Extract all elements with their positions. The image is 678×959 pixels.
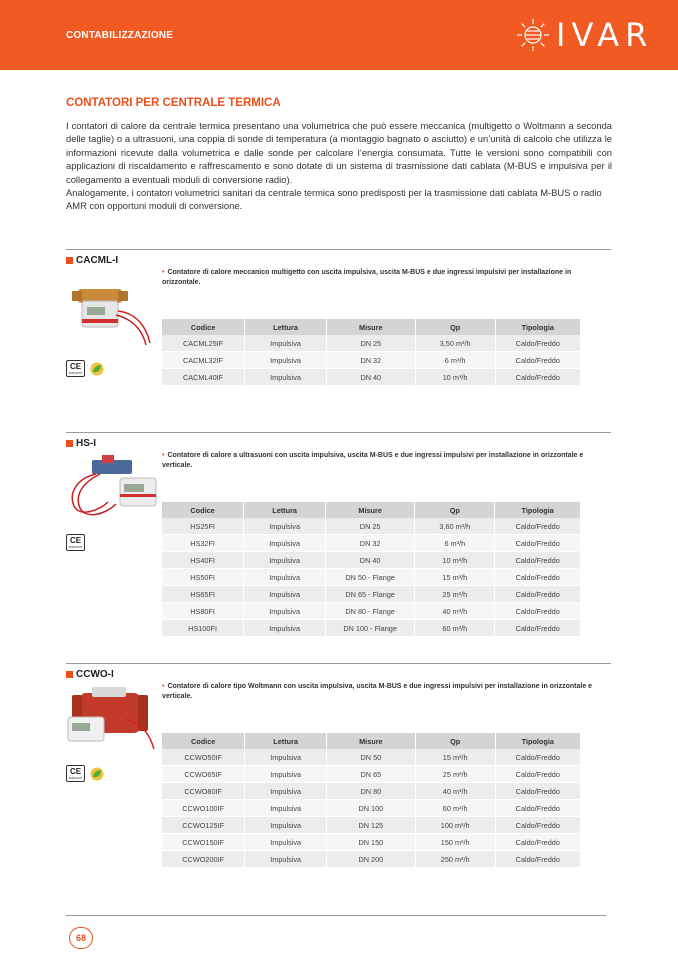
brand-logo xyxy=(516,16,654,54)
sun-logo-icon xyxy=(516,18,550,52)
product-table xyxy=(162,733,580,868)
intro-text xyxy=(66,119,612,213)
table-cell: DN 100 xyxy=(326,800,415,817)
column-header: Lettura xyxy=(245,733,327,749)
table-cell: 15 m³/h xyxy=(415,569,495,586)
table-cell: Caldo/Freddo xyxy=(495,766,580,783)
table-cell: CCWO125IF xyxy=(162,817,245,834)
column-header: Tipologia xyxy=(495,733,580,749)
table-cell: Caldo/Freddo xyxy=(495,834,580,851)
table-cell: Impulsiva xyxy=(244,620,326,637)
table-cell: Impulsiva xyxy=(244,552,326,569)
table-cell: Caldo/Freddo xyxy=(495,749,580,766)
table-cell: CCWO50IF xyxy=(162,749,245,766)
column-header: Codice xyxy=(162,502,244,518)
page-header xyxy=(0,0,678,70)
column-header: Qp xyxy=(415,733,495,749)
table-row xyxy=(162,620,580,637)
table-cell: DN 200 xyxy=(326,851,415,868)
table-cell: Impulsiva xyxy=(245,335,327,352)
product-table xyxy=(162,319,580,386)
column-header: Qp xyxy=(415,319,495,335)
table-cell: Caldo/Freddo xyxy=(495,783,580,800)
table-cell: Caldo/Freddo xyxy=(495,586,580,603)
column-header: Lettura xyxy=(244,502,326,518)
table-cell: HS80FI xyxy=(162,603,244,620)
section-title: CONTABILIZZAZIONE xyxy=(66,30,174,41)
table-row xyxy=(162,586,580,603)
table-row xyxy=(162,552,580,569)
table-cell: Caldo/Freddo xyxy=(495,335,580,352)
table-cell: DN 25 xyxy=(326,335,415,352)
table-cell: CCWO80IF xyxy=(162,783,245,800)
table-row xyxy=(162,603,580,620)
table-cell: DN 40 xyxy=(326,552,415,569)
table-cell: CCWO100IF xyxy=(162,800,245,817)
table-row xyxy=(162,783,580,800)
table-cell: DN 50 - Flange xyxy=(326,569,415,586)
table-row xyxy=(162,800,580,817)
column-header: Qp xyxy=(415,502,495,518)
table-cell: DN 32 xyxy=(326,535,415,552)
intro-paragraph: Analogamente, i contatori volumetrici sanitari da centrale termica sono predisposti per la trasmissione dati cablata M-BUS o radio AMR con opportuni moduli di conversione. xyxy=(66,187,602,212)
product-table xyxy=(162,502,580,637)
table-cell: 10 m³/h xyxy=(415,552,495,569)
product-description: • Contatore di calore meccanico multigetto con uscita impulsiva, uscita M-BUS e due ingressi impulsivi per installazione in orizzontale. xyxy=(162,269,572,286)
ce-mark-icon: CE M18 0070 xyxy=(66,360,85,377)
table-cell: Caldo/Freddo xyxy=(495,552,580,569)
table-row xyxy=(162,535,580,552)
table-cell: Caldo/Freddo xyxy=(495,518,580,535)
table-cell: 60 m³/h xyxy=(415,620,495,637)
table-cell: CCWO65IF xyxy=(162,766,245,783)
table-cell: 100 m³/h xyxy=(415,817,495,834)
table-row xyxy=(162,352,580,369)
table-cell: Impulsiva xyxy=(245,800,327,817)
table-cell: Caldo/Freddo xyxy=(495,817,580,834)
ce-mark-icon: CE M18 0070 xyxy=(66,765,85,782)
certification-marks xyxy=(66,534,85,551)
table-cell: CCWO150IF xyxy=(162,834,245,851)
table-row xyxy=(162,369,580,386)
table-cell: Impulsiva xyxy=(245,834,327,851)
column-header: Lettura xyxy=(245,319,327,335)
table-row xyxy=(162,335,580,352)
brand-name: IVAR xyxy=(556,16,654,54)
product-description: • Contatore di calore tipo Woltmann con uscita impulsiva, uscita M-BUS e due ingressi impulsivi per installazione in orizzontale e verticale. xyxy=(162,683,593,700)
table-cell: 250 m³/h xyxy=(415,851,495,868)
table-cell: HS25FI xyxy=(162,518,244,535)
table-cell: 3,50 m³/h xyxy=(415,335,495,352)
section-divider xyxy=(66,663,611,664)
table-row xyxy=(162,766,580,783)
table-cell: Impulsiva xyxy=(245,352,327,369)
table-row xyxy=(162,518,580,535)
table-cell: 25 m³/h xyxy=(415,766,495,783)
square-bullet-icon xyxy=(66,440,73,447)
table-cell: Impulsiva xyxy=(245,766,327,783)
product-name: CCWO-I xyxy=(66,669,114,680)
table-row xyxy=(162,569,580,586)
table-cell: 150 m³/h xyxy=(415,834,495,851)
column-header: Tipologia xyxy=(495,502,580,518)
product-name: CACML-I xyxy=(66,255,118,266)
table-cell: Impulsiva xyxy=(245,851,327,868)
table-cell: 10 m³/h xyxy=(415,369,495,386)
page-number: 68 xyxy=(69,927,93,949)
table-cell: DN 80 xyxy=(326,783,415,800)
table-cell: 6 m³/h xyxy=(415,352,495,369)
table-cell: 15 m³/h xyxy=(415,749,495,766)
table-cell: 60 m³/h xyxy=(415,800,495,817)
table-cell: DN 80 - Flange xyxy=(326,603,415,620)
table-cell: 6 m³/h xyxy=(415,535,495,552)
eco-leaf-icon xyxy=(90,362,104,376)
ce-mark-icon: CE M18 0070 xyxy=(66,534,85,551)
table-cell: HS65FI xyxy=(162,586,244,603)
table-cell: CCWO200IF xyxy=(162,851,245,868)
table-cell: Impulsiva xyxy=(245,817,327,834)
table-cell: DN 40 xyxy=(326,369,415,386)
eco-leaf-icon xyxy=(90,767,104,781)
page-title: CONTATORI PER CENTRALE TERMICA xyxy=(66,97,281,109)
table-cell: Impulsiva xyxy=(244,603,326,620)
table-cell: CACML25IF xyxy=(162,335,245,352)
table-cell: Caldo/Freddo xyxy=(495,620,580,637)
section-divider xyxy=(66,432,611,433)
table-cell: Impulsiva xyxy=(244,569,326,586)
heat-meter-photo xyxy=(66,271,158,351)
table-cell: DN 65 - Flange xyxy=(326,586,415,603)
footer-divider xyxy=(66,915,606,916)
table-cell: DN 65 xyxy=(326,766,415,783)
table-cell: HS32FI xyxy=(162,535,244,552)
table-cell: Caldo/Freddo xyxy=(495,569,580,586)
product-section-hs xyxy=(66,432,611,632)
table-cell: Caldo/Freddo xyxy=(495,369,580,386)
table-cell: DN 100 - Flange xyxy=(326,620,415,637)
table-cell: DN 50 xyxy=(326,749,415,766)
table-cell: Caldo/Freddo xyxy=(495,800,580,817)
section-divider xyxy=(66,249,611,250)
table-row xyxy=(162,834,580,851)
table-cell: Impulsiva xyxy=(244,586,326,603)
table-cell: Caldo/Freddo xyxy=(495,352,580,369)
certification-marks xyxy=(66,765,104,782)
table-cell: 25 m³/h xyxy=(415,586,495,603)
intro-paragraph: I contatori di calore da centrale termica presentano una volumetrica che può essere meccanica (multigetto o Woltmann a seconda delle taglie) o a ultrasuoni, una coppia di sonde di temperatura (a montaggio bagnato o asciutto) e un’unità di calcolo che utilizza le informazioni ricevute dalla volumetrica e dalle sonde per calcolare l’energia consumata. Tutte le versioni sono compatibili con applicazioni di riscaldamento e raffrescamento e sono dotate di un sistema di trasmissione dati cablata (M-BUS e impulsiva per il collegamento a eventuali moduli di conversione radio). xyxy=(66,120,612,185)
table-cell: Caldo/Freddo xyxy=(495,535,580,552)
table-cell: Impulsiva xyxy=(245,369,327,386)
table-cell: Impulsiva xyxy=(245,749,327,766)
table-cell: Caldo/Freddo xyxy=(495,603,580,620)
table-cell: 3,60 m³/h xyxy=(415,518,495,535)
product-section-cacml xyxy=(66,249,611,389)
column-header: Misure xyxy=(326,502,415,518)
product-description: • Contatore di calore a ultrasuoni con uscita impulsiva, uscita M-BUS e due ingressi impulsivi per installazione in orizzontale e verticale. xyxy=(162,452,584,469)
table-cell: Impulsiva xyxy=(244,535,326,552)
column-header: Codice xyxy=(162,319,245,335)
square-bullet-icon xyxy=(66,671,73,678)
column-header: Misure xyxy=(326,319,415,335)
column-header: Codice xyxy=(162,733,245,749)
table-cell: HS40FI xyxy=(162,552,244,569)
table-cell: HS100FI xyxy=(162,620,244,637)
table-cell: DN 32 xyxy=(326,352,415,369)
table-row xyxy=(162,851,580,868)
table-cell: HS50FI xyxy=(162,569,244,586)
table-cell: Impulsiva xyxy=(245,783,327,800)
table-cell: CACML32IF xyxy=(162,352,245,369)
heat-meter-photo xyxy=(66,685,158,765)
table-cell: 40 m³/h xyxy=(415,783,495,800)
table-cell: DN 150 xyxy=(326,834,415,851)
table-cell: DN 125 xyxy=(326,817,415,834)
certification-marks xyxy=(66,360,104,377)
table-row xyxy=(162,817,580,834)
heat-meter-photo xyxy=(66,454,158,534)
column-header: Tipologia xyxy=(495,319,580,335)
product-name: HS-I xyxy=(66,438,96,449)
square-bullet-icon xyxy=(66,257,73,264)
table-cell: Impulsiva xyxy=(244,518,326,535)
table-cell: 40 m³/h xyxy=(415,603,495,620)
column-header: Misure xyxy=(326,733,415,749)
product-section-ccwo xyxy=(66,663,611,863)
table-cell: Caldo/Freddo xyxy=(495,851,580,868)
table-row xyxy=(162,749,580,766)
table-cell: DN 25 xyxy=(326,518,415,535)
table-cell: CACML40IF xyxy=(162,369,245,386)
